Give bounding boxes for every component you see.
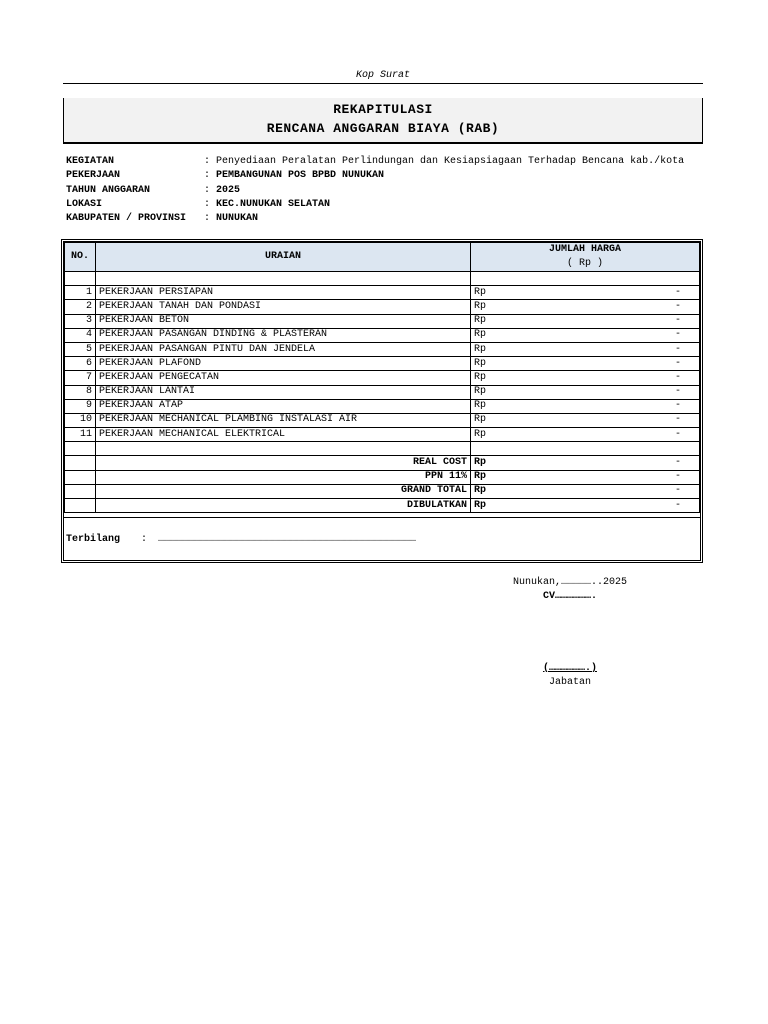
row-value: - <box>585 342 700 356</box>
signature-block <box>470 576 670 690</box>
summary-value: - <box>585 470 700 484</box>
rab-table <box>64 242 700 513</box>
row-no: 2 <box>65 300 96 314</box>
title-line1: REKAPITULASI <box>333 102 433 117</box>
row-no: 10 <box>65 413 96 427</box>
summary-currency: Rp <box>471 499 586 513</box>
empty-cell <box>65 272 96 286</box>
row-currency: Rp <box>471 342 586 356</box>
table-row <box>65 342 700 356</box>
row-currency: Rp <box>471 399 586 413</box>
summary-row <box>65 470 700 484</box>
info-value: PEMBANGUNAN POS BPBD NUNUKAN <box>216 170 385 182</box>
row-no: 8 <box>65 385 96 399</box>
row-uraian: PEKERJAAN LANTAI <box>96 385 471 399</box>
table-row <box>65 300 700 314</box>
signatory-position: Jabatan <box>548 677 591 688</box>
table-row <box>65 314 700 328</box>
info-colon: : <box>204 213 211 225</box>
row-value: - <box>585 357 700 371</box>
header-rp: ( Rp ) <box>471 257 700 272</box>
empty-cell <box>65 499 96 513</box>
info-row-lokasi <box>66 198 703 212</box>
info-value: KEC.NUNUKAN SELATAN <box>216 198 331 210</box>
row-uraian: PEKERJAAN PERSIAPAN <box>96 286 471 300</box>
row-value: - <box>585 385 700 399</box>
row-currency: Rp <box>471 428 586 442</box>
row-currency: Rp <box>471 314 586 328</box>
empty-cell <box>96 272 471 286</box>
summary-currency: Rp <box>471 484 586 498</box>
company-name: CV………………. <box>542 591 597 602</box>
row-currency: Rp <box>471 300 586 314</box>
row-uraian: PEKERJAAN ATAP <box>96 399 471 413</box>
info-label: PEKERJAAN <box>66 170 121 182</box>
empty-cell <box>65 442 96 456</box>
summary-row <box>65 484 700 498</box>
place-date: Nunukan,……………..2025 <box>512 577 628 588</box>
table-header-row <box>65 243 700 258</box>
row-no: 6 <box>65 357 96 371</box>
row-no: 5 <box>65 342 96 356</box>
row-currency: Rp <box>471 328 586 342</box>
empty-cell <box>96 442 471 456</box>
table-row <box>65 328 700 342</box>
terbilang-label: Terbilang <box>66 534 121 545</box>
row-value: - <box>585 300 700 314</box>
table-row <box>65 399 700 413</box>
info-row-tahun <box>66 184 703 198</box>
info-row-kegiatan <box>66 155 703 169</box>
info-colon: : <box>204 170 211 182</box>
row-uraian: PEKERJAAN PENGECATAN <box>96 371 471 385</box>
row-uraian: PEKERJAAN MECHANICAL ELEKTRICAL <box>96 428 471 442</box>
header-jumlah: JUMLAH HARGA <box>471 243 700 258</box>
rab-table-frame <box>63 241 701 561</box>
info-row-kabupaten <box>66 212 703 226</box>
summary-value: - <box>585 456 700 470</box>
row-no: 4 <box>65 328 96 342</box>
empty-cell <box>65 484 96 498</box>
empty-cell <box>585 272 700 286</box>
table-row <box>65 385 700 399</box>
row-uraian: PEKERJAAN TANAH DAN PONDASI <box>96 300 471 314</box>
header-no: NO. <box>65 243 96 272</box>
row-currency: Rp <box>471 286 586 300</box>
header-uraian: URAIAN <box>96 243 471 272</box>
row-no: 11 <box>65 428 96 442</box>
table-row <box>65 413 700 427</box>
terbilang-value: ………………………………………………………………………………………………………………… <box>158 534 417 545</box>
summary-row <box>65 456 700 470</box>
summary-value: - <box>585 499 700 513</box>
empty-cell <box>585 442 700 456</box>
title-box <box>63 98 703 144</box>
row-value: - <box>585 399 700 413</box>
table-row <box>65 428 700 442</box>
info-row-pekerjaan <box>66 169 703 183</box>
summary-label: PPN 11% <box>96 470 471 484</box>
row-value: - <box>585 314 700 328</box>
info-label: LOKASI <box>66 198 103 210</box>
empty-cell <box>65 470 96 484</box>
row-value: - <box>585 328 700 342</box>
row-no: 9 <box>65 399 96 413</box>
row-no: 3 <box>65 314 96 328</box>
title-line2: RENCANA ANGGARAN BIAYA (RAB) <box>266 121 500 136</box>
row-value: - <box>585 286 700 300</box>
table-row <box>65 371 700 385</box>
row-no: 7 <box>65 371 96 385</box>
row-currency: Rp <box>471 357 586 371</box>
table-spacer-row <box>65 442 700 456</box>
empty-cell <box>471 272 586 286</box>
terbilang-colon: : <box>141 534 148 545</box>
table-spacer-row <box>65 272 700 286</box>
row-uraian: PEKERJAAN MECHANICAL PLAMBING INSTALASI AIR <box>96 413 471 427</box>
row-value: - <box>585 413 700 427</box>
summary-label: DIBULATKAN <box>96 499 471 513</box>
kop-surat: Kop Surat <box>355 70 410 81</box>
row-no: 1 <box>65 286 96 300</box>
row-currency: Rp <box>471 371 586 385</box>
signatory-name: (……………….) <box>542 663 597 674</box>
summary-value: - <box>585 484 700 498</box>
row-uraian: PEKERJAAN BETON <box>96 314 471 328</box>
info-label: KABUPATEN / PROVINSI <box>66 213 187 225</box>
info-label: KEGIATAN <box>66 156 115 167</box>
table-row <box>65 357 700 371</box>
summary-currency: Rp <box>471 470 586 484</box>
info-colon: : <box>204 184 211 196</box>
info-label: TAHUN ANGGARAN <box>66 184 151 196</box>
info-colon: : <box>204 156 211 167</box>
row-value: - <box>585 371 700 385</box>
info-colon: : <box>204 198 211 210</box>
info-value: 2025 <box>216 184 241 196</box>
row-currency: Rp <box>471 413 586 427</box>
info-value: NUNUKAN <box>216 213 259 225</box>
row-uraian: PEKERJAAN PLAFOND <box>96 357 471 371</box>
row-uraian: PEKERJAAN PASANGAN DINDING & PLASTERAN <box>96 328 471 342</box>
row-uraian: PEKERJAAN PASANGAN PINTU DAN JENDELA <box>96 342 471 356</box>
info-block <box>66 155 703 226</box>
summary-row <box>65 499 700 513</box>
terbilang-section <box>63 517 701 562</box>
row-value: - <box>585 428 700 442</box>
summary-label: GRAND TOTAL <box>96 484 471 498</box>
row-currency: Rp <box>471 385 586 399</box>
empty-cell <box>65 456 96 470</box>
info-value: Penyediaan Peralatan Perlindungan dan Kesiapsiagaan Terhadap Bencana kab./kota <box>216 156 685 167</box>
table-row <box>65 286 700 300</box>
kop-divider <box>63 83 703 84</box>
summary-label: REAL COST <box>96 456 471 470</box>
empty-cell <box>471 442 586 456</box>
summary-currency: Rp <box>471 456 586 470</box>
